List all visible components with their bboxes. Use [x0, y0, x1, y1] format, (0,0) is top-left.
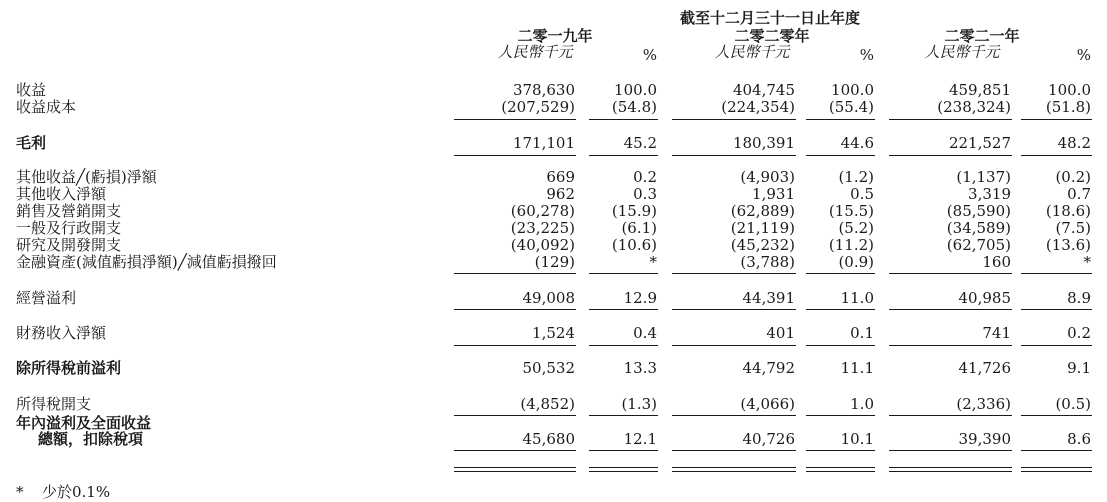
cell-value: 404,745 — [732, 81, 795, 99]
double-rule-bottom — [1021, 471, 1092, 472]
subtotal-rule — [1021, 119, 1092, 120]
cell-value: 50,532 — [522, 359, 575, 377]
subtotal-rule — [672, 155, 796, 156]
year-header: 二零一九年 — [517, 27, 593, 45]
cell-value: (21,119) — [730, 219, 795, 237]
cell-value: 45.2 — [623, 134, 657, 152]
unit-label: 人民幣千元 — [714, 43, 790, 61]
cell-value: 0.4 — [633, 324, 657, 342]
cell-value: (40,092) — [510, 236, 575, 254]
cell-value: 44.6 — [840, 134, 874, 152]
row-label: 毛利 — [16, 134, 47, 152]
cell-value: (62,889) — [730, 202, 795, 220]
cell-value: (11.2) — [828, 236, 874, 254]
row-label: 總額，扣除稅項 — [38, 430, 144, 448]
cell-value: 12.9 — [623, 289, 657, 307]
cell-value: (4,903) — [740, 168, 795, 186]
year-header: 二零二零年 — [734, 27, 810, 45]
cell-value: 44,391 — [742, 289, 795, 307]
cell-value: (2,336) — [956, 395, 1011, 413]
cell-value: 401 — [766, 324, 795, 342]
double-rule-top — [589, 467, 658, 468]
subtotal-rule — [454, 119, 576, 120]
double-rule-bottom — [454, 471, 576, 472]
percent-header: % — [1076, 46, 1091, 64]
cell-value: (15.5) — [828, 202, 874, 220]
subtotal-rule — [672, 119, 796, 120]
row-label: 財務收入淨額 — [16, 324, 107, 342]
cell-value: 1,931 — [752, 185, 795, 203]
double-rule-top — [672, 467, 796, 468]
row-label: 收益成本 — [16, 98, 77, 116]
cell-value: 100.0 — [831, 81, 874, 99]
subtotal-rule — [1021, 155, 1092, 156]
period-header: 截至十二月三十一日止年度 — [679, 9, 860, 27]
cell-value: 180,391 — [732, 134, 795, 152]
subtotal-rule — [806, 309, 875, 310]
row-label: 其他收入淨額 — [16, 185, 107, 203]
cell-value: 48.2 — [1057, 134, 1091, 152]
cell-value: 171,101 — [512, 134, 575, 152]
subtotal-rule — [806, 345, 875, 346]
subtotal-rule — [454, 155, 576, 156]
percent-header: % — [642, 46, 657, 64]
cell-value: (1.2) — [838, 168, 874, 186]
subtotal-rule — [806, 119, 875, 120]
cell-value: (51.8) — [1045, 98, 1091, 116]
row-label: 收益 — [16, 81, 47, 99]
cell-value: 378,630 — [512, 81, 575, 99]
cell-value: 0.1 — [850, 324, 874, 342]
cell-value: * — [649, 253, 657, 271]
row-label: 經營溢利 — [16, 289, 77, 307]
subtotal-rule — [454, 309, 576, 310]
cell-value: 0.3 — [633, 185, 657, 203]
cell-value: (55.4) — [828, 98, 874, 116]
cell-value: (7.5) — [1055, 219, 1091, 237]
subtotal-rule — [454, 273, 576, 274]
cell-value: 221,527 — [948, 134, 1011, 152]
cell-value: 40,985 — [958, 289, 1011, 307]
cell-value: (3,788) — [740, 253, 795, 271]
cell-value: 0.2 — [1067, 324, 1091, 342]
row-label: 金融資產(減值虧損淨額)╱減值虧損撥回 — [16, 253, 277, 271]
cell-value: (6.1) — [621, 219, 657, 237]
cell-value: 962 — [546, 185, 575, 203]
cell-value: 100.0 — [1048, 81, 1091, 99]
cell-value: 1,524 — [532, 324, 575, 342]
row-label: 其他收益╱(虧損)淨額 — [16, 168, 157, 186]
cell-value: (4,066) — [740, 395, 795, 413]
cell-value: 9.1 — [1067, 359, 1091, 377]
cell-value: (238,324) — [937, 98, 1011, 116]
subtotal-rule — [589, 309, 658, 310]
cell-value: 12.1 — [623, 430, 657, 448]
subtotal-rule — [1021, 450, 1092, 451]
subtotal-rule — [889, 415, 1012, 416]
cell-value: 40,726 — [742, 430, 795, 448]
cell-value: 459,851 — [948, 81, 1011, 99]
cell-value: 45,680 — [522, 430, 575, 448]
cell-value: (45,232) — [730, 236, 795, 254]
subtotal-rule — [672, 309, 796, 310]
cell-value: 0.7 — [1067, 185, 1091, 203]
cell-value: (0.9) — [838, 253, 874, 271]
row-label: 一般及行政開支 — [16, 219, 122, 237]
double-rule-top — [1021, 467, 1092, 468]
subtotal-rule — [1021, 273, 1092, 274]
cell-value: 8.9 — [1067, 289, 1091, 307]
cell-value: * — [1083, 253, 1091, 271]
footnote-mark: * — [16, 483, 24, 501]
subtotal-rule — [589, 273, 658, 274]
subtotal-rule — [806, 450, 875, 451]
cell-value: 44,792 — [742, 359, 795, 377]
subtotal-rule — [889, 155, 1012, 156]
cell-value: (0.5) — [1055, 395, 1091, 413]
subtotal-rule — [589, 155, 658, 156]
subtotal-rule — [672, 273, 796, 274]
cell-value: 11.1 — [840, 359, 874, 377]
subtotal-rule — [1021, 415, 1092, 416]
subtotal-rule — [672, 345, 796, 346]
subtotal-rule — [589, 345, 658, 346]
cell-value: (1,137) — [956, 168, 1011, 186]
subtotal-rule — [889, 273, 1012, 274]
subtotal-rule — [589, 450, 658, 451]
subtotal-rule — [672, 415, 796, 416]
cell-value: (129) — [534, 253, 575, 271]
cell-value: (1.3) — [621, 395, 657, 413]
cell-value: 160 — [982, 253, 1011, 271]
double-rule-bottom — [889, 471, 1012, 472]
cell-value: 0.2 — [633, 168, 657, 186]
cell-value: (5.2) — [838, 219, 874, 237]
cell-value: (4,852) — [520, 395, 575, 413]
cell-value: (85,590) — [946, 202, 1011, 220]
subtotal-rule — [806, 273, 875, 274]
subtotal-rule — [589, 119, 658, 120]
double-rule-bottom — [589, 471, 658, 472]
subtotal-rule — [806, 155, 875, 156]
cell-value: 41,726 — [958, 359, 1011, 377]
double-rule-top — [454, 467, 576, 468]
row-label: 所得稅開支 — [16, 395, 92, 413]
cell-value: 49,008 — [522, 289, 575, 307]
row-label: 研究及開發開支 — [16, 236, 122, 254]
subtotal-rule — [589, 415, 658, 416]
cell-value: 3,319 — [968, 185, 1011, 203]
cell-value: 10.1 — [840, 430, 874, 448]
cell-value: (23,225) — [510, 219, 575, 237]
cell-value: (54.8) — [611, 98, 657, 116]
subtotal-rule — [889, 309, 1012, 310]
cell-value: 1.0 — [850, 395, 874, 413]
cell-value: 8.6 — [1067, 430, 1091, 448]
row-label: 銷售及營銷開支 — [16, 202, 122, 220]
cell-value: (10.6) — [611, 236, 657, 254]
cell-value: (62,705) — [946, 236, 1011, 254]
row-label: 年內溢利及全面收益 — [16, 414, 152, 432]
cell-value: 100.0 — [614, 81, 657, 99]
cell-value: (15.9) — [611, 202, 657, 220]
cell-value: 669 — [546, 168, 575, 186]
subtotal-rule — [454, 450, 576, 451]
unit-label: 人民幣千元 — [497, 43, 573, 61]
footnote-text: 少於0.1% — [42, 483, 111, 501]
unit-label: 人民幣千元 — [924, 43, 1000, 61]
cell-value: (34,589) — [946, 219, 1011, 237]
cell-value: (13.6) — [1045, 236, 1091, 254]
subtotal-rule — [454, 345, 576, 346]
subtotal-rule — [1021, 309, 1092, 310]
subtotal-rule — [672, 450, 796, 451]
cell-value: 11.0 — [840, 289, 874, 307]
subtotal-rule — [1021, 345, 1092, 346]
cell-value: 13.3 — [623, 359, 657, 377]
percent-header: % — [859, 46, 874, 64]
cell-value: 741 — [982, 324, 1011, 342]
double-rule-top — [806, 467, 875, 468]
double-rule-top — [889, 467, 1012, 468]
double-rule-bottom — [672, 471, 796, 472]
row-label: 除所得稅前溢利 — [16, 359, 122, 377]
double-rule-bottom — [806, 471, 875, 472]
subtotal-rule — [889, 345, 1012, 346]
cell-value: 0.5 — [850, 185, 874, 203]
subtotal-rule — [889, 450, 1012, 451]
cell-value: (18.6) — [1045, 202, 1091, 220]
cell-value: (60,278) — [510, 202, 575, 220]
subtotal-rule — [454, 415, 576, 416]
cell-value: (207,529) — [501, 98, 575, 116]
subtotal-rule — [806, 415, 875, 416]
cell-value: (224,354) — [721, 98, 795, 116]
subtotal-rule — [889, 119, 1012, 120]
cell-value: (0.2) — [1055, 168, 1091, 186]
cell-value: 39,390 — [958, 430, 1011, 448]
year-header: 二零二一年 — [944, 27, 1020, 45]
